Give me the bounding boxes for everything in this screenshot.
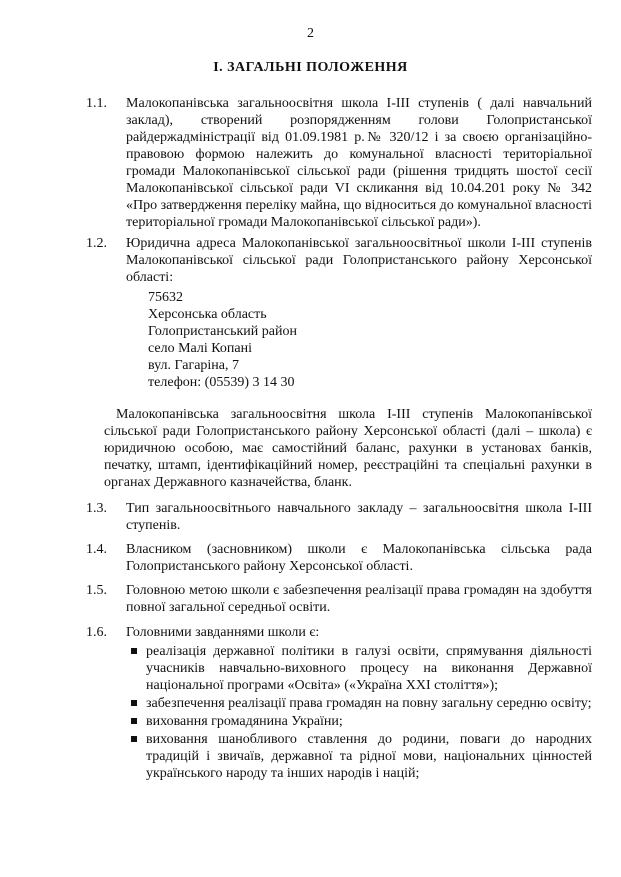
square-bullet-icon [131,648,137,654]
address-village: село Малі Копані [148,341,252,356]
list-item [130,643,592,694]
clause-number: 1.1. [86,96,107,111]
clause-1-3 [86,500,592,534]
school-address [148,289,297,391]
address-district: Голопристанський район [148,324,297,339]
address-region: Херсонська область [148,307,267,322]
clause-1-5 [86,582,592,616]
task-text: виховання громадянина України; [146,714,343,729]
task-text: реалізація державної політики в галузі освіти, спрямування діяльності учасників навчально-виховного процесу на виконання Державної національної програми «Освіта» («Україна XXI століття»); [146,644,592,693]
clause-text: Малокопанівська загальноосвітня школа І-ІІІ ступенів ( далі навчальний заклад), створений розпорядженням голови Голопристанської райдержадміністрації від 01.09.1981 р.№ 320/12 і за своєю організаційно-правовою формою належить до комунальної власності територіальної громади Малокопанівської сільської ради (рішення тридцять шостої сесії Малокопанівської сільської ради VI скликання від 10.04.201 року № 342 «Про затвердження переліку майна, що відноситься до комунальної власності територіальної громади Малокопанівської сільської ради»). [126,96,592,230]
address-street: вул. Гагаріна, 7 [148,358,240,373]
square-bullet-icon [131,700,137,706]
task-text: виховання шанобливого ставлення до родини, поваги до народних традицій і звичаїв, державної та рідної мови, національних цінностей українського народу та інших народів і націй; [146,732,592,781]
clause-text: Власником (засновником) школи є Малокопанівська сільська рада Голопристанського району Херсонської області. [126,542,592,574]
clause-text: Тип загальноосвітнього навчального закладу – загальноосвітня школа І-ІІІ ступенів. [126,501,592,533]
address-postcode: 75632 [148,290,183,305]
clause-1-2 [86,235,592,286]
clause-text: Юридична адреса Малокопанівської загальноосвітньої школи І-ІІІ ступенів Малокопанівської сільської ради Голопристанського району Херсонської області: [126,236,592,285]
list-item [130,695,592,712]
list-item [130,713,592,730]
square-bullet-icon [131,736,137,742]
clause-number: 1.3. [86,501,107,516]
clause-text: Головними завданнями школи є: [126,625,320,640]
clause-text: Головною метою школи є забезпечення реалізації права громадян на здобуття повної загальної середньої освіти. [126,583,592,615]
clause-number: 1.5. [86,583,107,598]
list-item [130,731,592,782]
legal-status-paragraph [104,406,592,491]
clause-number: 1.6. [86,625,107,640]
clause-1-1 [86,95,592,231]
legal-status-text: Малокопанівська загальноосвітня школа І-ІІІ ступенів Малокопанівської сільської ради Голопристанського району Херсонської області (далі – школа) є юридичною особою, має самостійний баланс, рахунки в установах банків, печатку, штамп, ідентифікаційний номер, реєстраційні та спеціальні рахунки в органах Державного казначейства, бланк. [104,407,592,490]
task-text: забезпечення реалізації права громадян на повну загальну середню освіту; [146,696,592,711]
school-tasks-list [130,643,592,783]
section-title: I. ЗАГАЛЬНІ ПОЛОЖЕННЯ [213,60,408,75]
clause-1-4 [86,541,592,575]
clause-number: 1.2. [86,236,107,251]
clause-number: 1.4. [86,542,107,557]
address-phone: телефон: (05539) 3 14 30 [148,375,295,390]
square-bullet-icon [131,718,137,724]
clause-1-6 [86,624,592,641]
page-number: 2 [307,26,314,41]
